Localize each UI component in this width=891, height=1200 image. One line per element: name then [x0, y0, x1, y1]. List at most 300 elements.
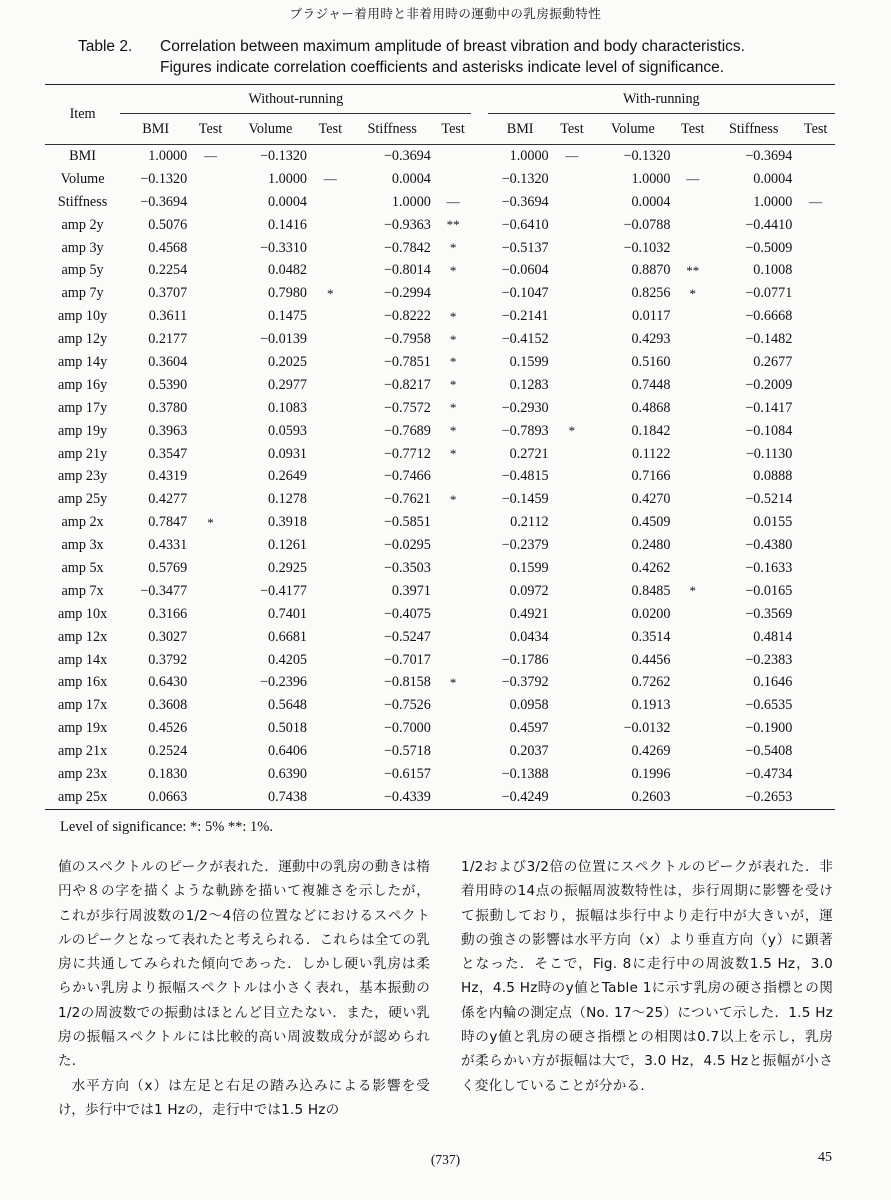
correlation-value: −0.4152	[501, 331, 549, 348]
significance-mark	[311, 214, 350, 237]
correlation-value: −0.9363	[383, 216, 431, 233]
row-label: amp 3x	[61, 537, 104, 554]
significance-mark	[311, 397, 350, 420]
significance-mark	[796, 557, 835, 580]
correlation-value: 0.4509	[631, 514, 671, 531]
table-row	[45, 443, 835, 466]
significance-mark	[311, 740, 350, 763]
correlation-value: 0.4868	[631, 399, 671, 416]
correlation-value: −0.0139	[259, 331, 308, 348]
significance-mark	[553, 694, 592, 717]
significance-mark	[435, 145, 472, 168]
significance-mark: **	[446, 217, 460, 233]
correlation-value: 0.7847	[148, 514, 188, 531]
significance-mark	[796, 237, 835, 260]
correlation-value: 0.7438	[268, 788, 308, 805]
table-row	[45, 328, 835, 351]
table-row	[45, 397, 835, 420]
caption-label: Table 2.	[78, 38, 133, 55]
significance-mark	[674, 671, 711, 694]
correlation-value: −0.8158	[383, 674, 431, 691]
significance-mark	[191, 374, 230, 397]
correlation-value: 0.5076	[148, 216, 188, 233]
significance-mark	[191, 443, 230, 466]
correlation-value: −0.1786	[501, 651, 549, 668]
correlation-value: −0.1084	[745, 422, 793, 439]
significance-mark	[191, 557, 230, 580]
correlation-value: −0.0604	[501, 262, 549, 279]
column-header: Test	[198, 120, 223, 137]
correlation-value: 0.4293	[631, 331, 671, 348]
correlation-value: −0.1633	[745, 559, 793, 576]
correlation-value: −0.2653	[745, 788, 793, 805]
row-label: amp 25x	[57, 788, 108, 805]
significance-mark	[435, 465, 472, 488]
table-row	[45, 145, 835, 168]
significance-mark	[311, 305, 350, 328]
correlation-value: −0.2383	[745, 651, 793, 668]
correlation-value: −0.3503	[383, 559, 431, 576]
correlation-value: 0.3608	[148, 697, 188, 714]
correlation-value: −0.4339	[383, 788, 431, 805]
correlation-value: −0.1320	[259, 147, 308, 164]
significance-mark: *	[568, 423, 576, 439]
correlation-value: 0.2925	[268, 559, 308, 576]
row-label: amp 19y	[57, 422, 108, 439]
correlation-value: 0.1646	[753, 674, 793, 691]
significance-mark	[435, 511, 472, 534]
correlation-value: 0.0004	[391, 170, 431, 187]
correlation-value: −0.6668	[745, 308, 793, 325]
correlation-value: 0.2721	[509, 445, 549, 462]
significance-mark	[796, 580, 835, 603]
correlation-value: 0.3780	[148, 399, 188, 416]
table-row	[45, 374, 835, 397]
column-header: Volume	[610, 120, 655, 137]
significance-mark	[553, 374, 592, 397]
correlation-value: 0.3611	[148, 308, 188, 325]
significance-mark: *	[207, 514, 214, 530]
correlation-value: 0.4814	[753, 628, 793, 645]
significance-mark	[553, 786, 592, 809]
table-row	[45, 237, 835, 260]
correlation-value: 0.3604	[148, 353, 188, 370]
significance-mark	[674, 374, 711, 397]
table-row	[45, 488, 835, 511]
significance-mark	[311, 717, 350, 740]
correlation-value: −0.0295	[383, 537, 431, 554]
correlation-value: −0.7572	[383, 399, 431, 416]
significance-mark: *	[449, 240, 457, 255]
significance-mark	[796, 443, 835, 466]
correlation-value: 0.3971	[391, 582, 431, 599]
significance-mark: *	[449, 423, 457, 439]
caption-line-2: Figures indicate correlation coefficients and asterisks indicate level of significance.	[160, 59, 725, 76]
correlation-value: −0.4380	[745, 537, 793, 554]
table-row	[45, 259, 835, 282]
correlation-value: 0.0434	[509, 628, 549, 645]
significance-mark	[553, 671, 592, 694]
significance-mark: —	[446, 194, 460, 210]
correlation-value: 0.0958	[509, 697, 549, 714]
significance-mark: *	[689, 285, 696, 301]
table-row	[45, 168, 835, 191]
significance-mark	[796, 717, 835, 740]
table-row	[45, 626, 835, 649]
row-label: amp 2x	[61, 514, 104, 531]
correlation-value: −0.1032	[623, 239, 671, 256]
column-header: Test	[681, 120, 705, 137]
correlation-value: −0.1388	[501, 765, 549, 782]
row-label: amp 10y	[57, 308, 108, 325]
significance-mark	[553, 305, 592, 328]
table-row	[45, 557, 835, 580]
correlation-value: 0.4331	[148, 537, 188, 554]
significance-mark	[553, 328, 592, 351]
correlation-value: −0.1900	[745, 720, 793, 737]
significance-mark	[674, 145, 711, 168]
significance-mark	[553, 397, 592, 420]
significance-mark	[553, 191, 592, 214]
correlation-value: 0.0593	[268, 422, 308, 439]
correlation-value: −0.3694	[383, 147, 431, 164]
correlation-value: 0.4270	[631, 491, 671, 508]
correlation-value: 0.5648	[268, 697, 308, 714]
significance-mark	[435, 557, 472, 580]
correlation-value: 0.5160	[631, 353, 671, 370]
significance-mark	[435, 649, 472, 672]
significance-mark	[311, 626, 350, 649]
significance-mark	[674, 305, 711, 328]
significance-mark	[191, 259, 230, 282]
correlation-value: −0.7017	[383, 651, 431, 668]
table-row	[45, 694, 835, 717]
significance-mark	[435, 694, 472, 717]
row-label: amp 17y	[57, 399, 108, 416]
correlation-value: −0.3694	[745, 147, 793, 164]
significance-mark	[553, 534, 592, 557]
correlation-value: −0.2379	[501, 537, 549, 554]
correlation-value: −0.3694	[501, 193, 549, 210]
significance-mark	[796, 420, 835, 443]
significance-mark: —	[686, 171, 700, 187]
significance-mark	[435, 763, 472, 786]
significance-mark	[191, 763, 230, 786]
table-row	[45, 786, 835, 809]
correlation-value: −0.2009	[745, 376, 793, 393]
column-header: Volume	[248, 120, 293, 137]
significance-mark	[311, 374, 350, 397]
row-label: amp 21x	[57, 743, 108, 760]
significance-mark	[553, 580, 592, 603]
significance-mark	[796, 214, 835, 237]
correlation-value: 0.1842	[631, 422, 671, 439]
significance-mark	[311, 465, 350, 488]
row-label: amp 25y	[57, 491, 108, 508]
correlation-value: −0.7689	[383, 422, 431, 439]
significance-mark: —	[323, 171, 337, 187]
correlation-value: 0.1122	[631, 445, 671, 462]
correlation-value: 0.2480	[631, 537, 671, 554]
correlation-value: 0.5390	[148, 376, 188, 393]
significance-mark	[796, 626, 835, 649]
caption-line-1: Correlation between maximum amplitude of breast vibration and body characteristics.	[160, 38, 745, 55]
significance-mark: *	[449, 674, 457, 690]
significance-mark	[796, 259, 835, 282]
table-row	[45, 305, 835, 328]
significance-mark	[796, 305, 835, 328]
significance-mark	[674, 214, 711, 237]
row-label: amp 23y	[57, 468, 108, 485]
row-label: amp 7x	[61, 582, 104, 599]
table-row	[45, 740, 835, 763]
correlation-value: 0.0663	[148, 788, 188, 805]
row-label: amp 14y	[57, 353, 108, 370]
correlation-value: −0.8217	[383, 376, 431, 393]
correlation-value: −0.1459	[501, 491, 549, 508]
significance-mark	[191, 328, 230, 351]
column-header: Test	[803, 120, 828, 137]
correlation-value: −0.6535	[745, 697, 793, 714]
correlation-value: 0.4597	[509, 720, 549, 737]
correlation-value: 0.8485	[631, 582, 671, 599]
correlation-value: −0.2141	[501, 308, 549, 325]
significance-mark: —	[204, 148, 217, 164]
significance-mark	[553, 351, 592, 374]
significance-footnote: Level of significance: *: 5% **: 1%.	[60, 819, 274, 835]
significance-mark	[311, 580, 350, 603]
correlation-value: −0.4815	[501, 468, 549, 485]
table-row	[45, 465, 835, 488]
correlation-value: 0.1278	[268, 491, 308, 508]
significance-mark	[191, 214, 230, 237]
significance-mark	[553, 557, 592, 580]
significance-mark	[553, 237, 592, 260]
item-header: Item	[45, 85, 120, 145]
correlation-value: 0.4269	[631, 743, 671, 760]
table-row	[45, 191, 835, 214]
correlation-value: −0.7712	[383, 445, 431, 462]
significance-mark	[796, 374, 835, 397]
significance-mark	[674, 511, 711, 534]
correlation-value: 0.7980	[268, 285, 308, 302]
correlation-value: 0.5769	[148, 559, 188, 576]
table-row	[45, 717, 835, 740]
correlation-value: 0.7448	[631, 376, 671, 393]
table-row	[45, 511, 835, 534]
significance-mark	[796, 465, 835, 488]
significance-mark	[311, 511, 350, 534]
significance-mark	[311, 786, 350, 809]
correlation-value: 0.5018	[268, 720, 308, 737]
significance-mark	[435, 603, 472, 626]
significance-mark: *	[449, 377, 457, 393]
correlation-value: −0.6410	[501, 216, 549, 233]
significance-mark	[796, 488, 835, 511]
group-header-without: Without-running	[120, 85, 471, 114]
correlation-value: −0.6157	[383, 765, 431, 782]
significance-mark	[674, 488, 711, 511]
correlation-value: −0.7000	[383, 720, 431, 737]
correlation-value: 0.0931	[268, 445, 308, 462]
table-caption	[78, 36, 838, 78]
correlation-value: 0.8870	[631, 262, 671, 279]
table-row	[45, 649, 835, 672]
table-row	[45, 580, 835, 603]
row-label: amp 12y	[57, 331, 108, 348]
correlation-value: 0.4456	[631, 651, 671, 668]
correlation-value: −0.4075	[383, 605, 431, 622]
correlation-value: 0.0482	[268, 262, 308, 279]
correlation-value: −0.1482	[745, 331, 793, 348]
correlation-value: 0.1996	[631, 765, 671, 782]
correlation-value: −0.0165	[745, 582, 793, 599]
significance-mark	[796, 534, 835, 557]
correlation-value: −0.7893	[501, 422, 549, 439]
correlation-value: 0.4277	[148, 491, 188, 508]
significance-mark	[553, 717, 592, 740]
significance-mark	[674, 740, 711, 763]
correlation-value: −0.4734	[745, 765, 793, 782]
table-row	[45, 351, 835, 374]
correlation-value: 1.0000	[148, 147, 188, 164]
significance-mark: *	[449, 354, 457, 370]
significance-mark	[191, 237, 230, 260]
correlation-value: 0.6681	[268, 628, 308, 645]
correlation-value: −0.3477	[140, 582, 188, 599]
significance-mark	[674, 397, 711, 420]
group-header-with: With-running	[488, 85, 835, 114]
correlation-value: 0.2177	[148, 331, 188, 348]
significance-mark	[435, 580, 472, 603]
correlation-value: 0.3963	[148, 422, 188, 439]
correlation-value: 0.0155	[753, 514, 793, 531]
correlation-value: −0.3310	[259, 239, 308, 256]
correlation-value: −0.7851	[383, 353, 431, 370]
significance-mark	[796, 649, 835, 672]
correlation-value: 0.3707	[148, 285, 188, 302]
correlation-value: 0.1283	[509, 376, 549, 393]
correlation-value: 0.8256	[631, 285, 671, 302]
significance-mark	[191, 168, 230, 191]
significance-mark	[796, 603, 835, 626]
significance-mark	[435, 786, 472, 809]
correlation-value: 0.2524	[148, 743, 188, 760]
row-label: amp 7y	[61, 285, 104, 302]
correlation-value: −0.1417	[745, 399, 793, 416]
significance-mark	[311, 351, 350, 374]
significance-mark	[553, 443, 592, 466]
correlation-value: 0.4921	[509, 605, 549, 622]
correlation-value: 0.3918	[268, 514, 308, 531]
significance-mark	[796, 694, 835, 717]
row-label: amp 2y	[61, 216, 104, 233]
significance-mark	[796, 145, 835, 168]
correlation-value: 1.0000	[268, 170, 308, 187]
significance-mark	[311, 694, 350, 717]
running-head: ブラジャー着用時と非着用時の運動中の乳房振動特性	[289, 6, 602, 21]
correlation-value: 0.6406	[268, 743, 308, 760]
significance-mark	[796, 168, 835, 191]
correlation-value: 0.2603	[631, 788, 671, 805]
correlation-value: −0.5718	[383, 743, 431, 760]
correlation-value: 0.1599	[509, 353, 549, 370]
significance-mark	[191, 717, 230, 740]
correlation-value: −0.1320	[501, 170, 549, 187]
correlation-value: 0.1416	[268, 216, 308, 233]
correlation-value: 0.1830	[148, 765, 188, 782]
correlation-value: −0.7958	[383, 331, 431, 348]
correlation-value: −0.3569	[745, 605, 793, 622]
correlation-value: −0.5851	[383, 514, 431, 531]
significance-mark	[796, 671, 835, 694]
correlation-value: 0.2677	[753, 353, 793, 370]
significance-mark: —	[809, 194, 823, 210]
significance-mark	[674, 649, 711, 672]
significance-mark	[191, 694, 230, 717]
significance-mark	[191, 740, 230, 763]
significance-mark: *	[449, 308, 457, 324]
significance-mark	[311, 763, 350, 786]
correlation-value: 0.0004	[631, 193, 671, 210]
correlation-value: 0.4319	[148, 468, 188, 485]
row-label: BMI	[69, 147, 96, 164]
significance-mark	[796, 351, 835, 374]
correlation-value: 0.0004	[753, 170, 793, 187]
correlation-value: 0.2025	[268, 353, 308, 370]
significance-mark	[674, 786, 711, 809]
correlation-value: −0.7621	[383, 491, 431, 508]
significance-mark	[674, 443, 711, 466]
significance-mark	[435, 168, 472, 191]
correlation-value: −0.4177	[259, 582, 308, 599]
correlation-value: 0.2037	[509, 743, 549, 760]
correlation-value: 0.3547	[148, 445, 188, 462]
row-label: amp 19x	[57, 720, 108, 737]
correlation-value: −0.4410	[745, 216, 793, 233]
significance-mark	[674, 237, 711, 260]
significance-mark	[553, 259, 592, 282]
significance-mark	[191, 351, 230, 374]
correlation-value: 1.0000	[391, 193, 431, 210]
significance-mark	[796, 282, 835, 305]
page-number: 45	[818, 1150, 832, 1165]
significance-mark	[311, 145, 350, 168]
correlation-value: 0.0004	[268, 193, 308, 210]
correlation-value: −0.1320	[140, 170, 188, 187]
significance-mark	[311, 191, 350, 214]
significance-mark: —	[565, 148, 579, 164]
significance-mark	[435, 717, 472, 740]
correlation-value: −0.5009	[745, 239, 793, 256]
significance-mark	[553, 465, 592, 488]
table-row	[45, 763, 835, 786]
correlation-value: 0.3792	[148, 651, 188, 668]
correlation-value: 0.7262	[631, 674, 671, 691]
significance-mark	[191, 626, 230, 649]
row-label: amp 3y	[61, 239, 104, 256]
significance-mark	[191, 488, 230, 511]
significance-mark: *	[449, 446, 457, 462]
correlation-value: −0.5214	[745, 491, 793, 508]
row-label: amp 14x	[57, 651, 108, 668]
significance-mark	[674, 191, 711, 214]
significance-mark	[674, 603, 711, 626]
correlation-value: 0.3166	[148, 605, 188, 622]
column-header: Stiffness	[728, 120, 779, 137]
significance-mark	[191, 534, 230, 557]
correlation-value: 0.3514	[631, 628, 671, 645]
